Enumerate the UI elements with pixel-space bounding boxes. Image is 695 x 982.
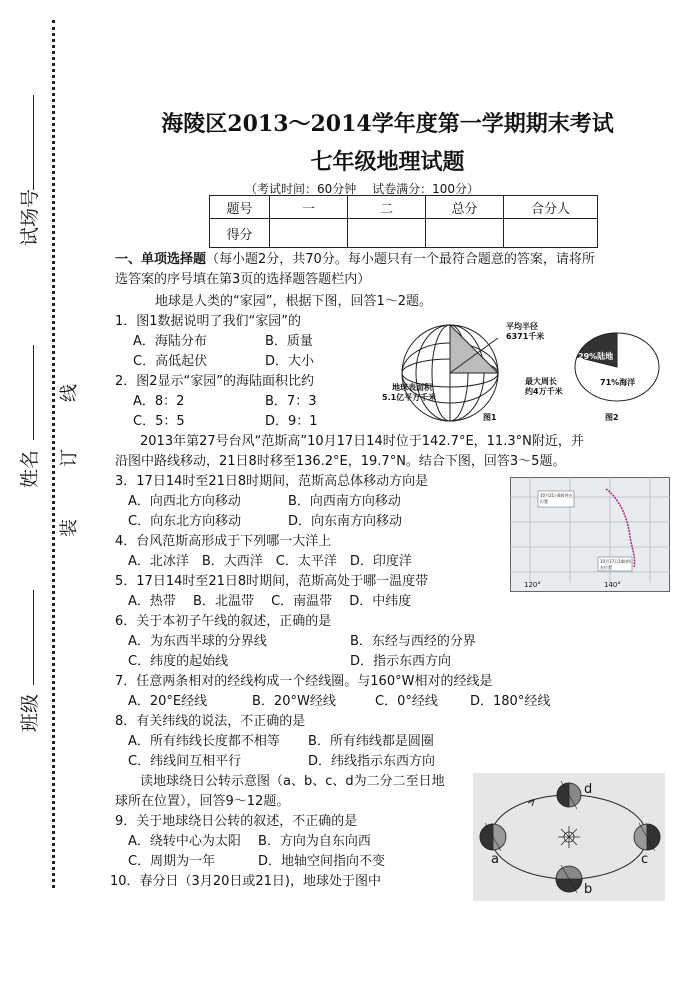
score-table bbox=[209, 195, 598, 248]
orbit-label-b: b bbox=[584, 882, 593, 897]
typhoon-track-map bbox=[510, 477, 670, 592]
section-note: （每小题2分，共70分。每小题只有一个最符合题意的答案，请将所 bbox=[206, 252, 595, 267]
q1-option-a[interactable]: A．海陆分布 bbox=[133, 334, 207, 349]
q5-stem: 5．17日14时至21日8时期间，范斯高处于哪一温度带 bbox=[115, 574, 429, 589]
q8-option-b[interactable]: B．所有纬线都是圆圈 bbox=[308, 734, 434, 749]
q7-option-a[interactable]: A．20°E经线 bbox=[128, 694, 208, 709]
q1-stem: 1．图1数据说明了我们“家园”的 bbox=[115, 314, 302, 329]
q1-option-c[interactable]: C．高低起伏 bbox=[133, 354, 208, 369]
score-row-label: 得分 bbox=[210, 219, 270, 248]
q2-option-b[interactable]: B．7：3 bbox=[265, 394, 317, 409]
fig2-label: 图2 bbox=[605, 413, 619, 422]
section-note-2: 选答案的序号填在第3页的选择题答题栏内） bbox=[115, 272, 371, 287]
class-blank bbox=[33, 590, 34, 685]
q6-option-d[interactable]: D．指示东西方向 bbox=[350, 654, 452, 669]
exam-info: （考试时间：60分钟 试卷满分：100分） bbox=[245, 182, 479, 196]
section-heading-line bbox=[115, 250, 595, 270]
typhoon-end-label: 10月21日8时所在位置 bbox=[540, 493, 573, 504]
q5-options[interactable]: A．热带 B．北温带 C．南温带 D．中纬度 bbox=[128, 594, 412, 609]
intro-q9-12-line2: 球所在位置），回答9～12题。 bbox=[115, 794, 290, 809]
orbit-label-c: c bbox=[641, 852, 649, 867]
score-table-row bbox=[210, 219, 598, 248]
fig1-radius-value: 6371千米 bbox=[506, 332, 545, 341]
sun-icon bbox=[558, 826, 580, 848]
q6-stem: 6．关于本初子午线的叙述，正确的是 bbox=[115, 614, 332, 629]
intro-q9-12-line1: 读地球绕日公转示意图（a、b、c、d为二分二至日地 bbox=[140, 774, 445, 789]
q10-stem: 10．春分日（3月20日或21日)，地球处于图中 bbox=[110, 874, 381, 889]
q3-option-c[interactable]: C．向东北方向移动 bbox=[128, 514, 242, 529]
q8-option-c[interactable]: C．纬线间互相平行 bbox=[128, 754, 242, 769]
intro-q3-5-line2: 沿图中路线移动，21日8时移至136.2°E，19.7°N。结合下图，回答3～5题。 bbox=[115, 454, 566, 469]
page-title: 海陵区2013～2014学年度第一学期期末考试 bbox=[161, 111, 614, 137]
page-subtitle: 七年级地理试题 bbox=[310, 149, 465, 175]
q3-option-a[interactable]: A．向西北方向移动 bbox=[128, 494, 241, 509]
figure-1-globe bbox=[380, 318, 575, 428]
q6-option-a[interactable]: A．为东西半球的分界线 bbox=[128, 634, 267, 649]
q3-option-b[interactable]: B．向西南方向移动 bbox=[288, 494, 401, 509]
score-cell[interactable] bbox=[504, 219, 598, 248]
fig2-ocean-label: 71%海洋 bbox=[600, 378, 636, 387]
score-header: 题号 bbox=[210, 196, 270, 219]
score-cell[interactable] bbox=[426, 219, 504, 248]
typhoon-lon-120: 120° bbox=[524, 581, 541, 589]
q8-stem: 8．有关纬线的说法，不正确的是 bbox=[115, 714, 306, 729]
fig1-radius-label: 平均半径 bbox=[506, 322, 538, 331]
q9-option-d[interactable]: D．地轴空间指向不变 bbox=[258, 854, 386, 869]
q2-option-d[interactable]: D．9：1 bbox=[265, 414, 318, 429]
q6-option-b[interactable]: B．东经与西经的分界 bbox=[350, 634, 476, 649]
q7-option-c[interactable]: C．0°经线 bbox=[375, 694, 438, 709]
q7-option-d[interactable]: D．180°经线 bbox=[470, 694, 551, 709]
intro-q3-5-line1: 2013年第27号台风“范斯高”10月17日14时位于142.7°E，11.3°N附近，并 bbox=[140, 434, 584, 449]
fig1-area-label: 地球表面积 bbox=[392, 383, 432, 392]
typhoon-lon-140: 140° bbox=[604, 581, 621, 589]
score-cell[interactable] bbox=[270, 219, 348, 248]
score-cell[interactable] bbox=[348, 219, 426, 248]
q6-option-c[interactable]: C．纬度的起始线 bbox=[128, 654, 229, 669]
class-label: 班级 bbox=[19, 693, 41, 732]
section-heading: 一、单项选择题 bbox=[115, 252, 207, 267]
name-blank bbox=[33, 345, 34, 440]
orbit-label-a: a bbox=[491, 852, 499, 867]
fig1-area-value: 5.1亿平方千米 bbox=[382, 393, 437, 402]
score-header: 二 bbox=[348, 196, 426, 219]
fig1-circ-label: 最大周长 bbox=[525, 377, 557, 386]
q9-option-c[interactable]: C．周期为一年 bbox=[128, 854, 216, 869]
intro-q1-2: 地球是人类的“家园”，根据下图，回答1～2题。 bbox=[155, 294, 433, 309]
seal-xian: 线 bbox=[59, 384, 80, 402]
score-table-header-row bbox=[210, 196, 598, 219]
q4-options[interactable]: A．北冰洋 B．大西洋 C．太平洋 D．印度洋 bbox=[128, 554, 412, 569]
q2-stem: 2．图2显示“家园”的海陆面积比约 bbox=[115, 374, 315, 389]
q8-option-d[interactable]: D．纬线指示东西方向 bbox=[308, 754, 436, 769]
score-header: 总分 bbox=[426, 196, 504, 219]
q4-stem: 4．台风范斯高形成于下列哪一大洋上 bbox=[115, 534, 332, 549]
q7-option-b[interactable]: B．20°W经线 bbox=[252, 694, 336, 709]
q3-option-d[interactable]: D．向东南方向移动 bbox=[288, 514, 403, 529]
fig1-label: 图1 bbox=[483, 413, 497, 422]
typhoon-start-label: 10月17日14时所在位置 bbox=[600, 559, 632, 570]
q7-stem: 7．任意两条相对的经线构成一个经线圈。与160°W相对的经线是 bbox=[115, 674, 493, 689]
seal-zhuang: 装 bbox=[59, 519, 80, 537]
score-header: 一 bbox=[270, 196, 348, 219]
figure-2-pie bbox=[572, 330, 662, 405]
q9-stem: 9．关于地球绕日公转的叙述，不正确的是 bbox=[115, 814, 358, 829]
q1-option-d[interactable]: D．大小 bbox=[265, 354, 315, 369]
q1-option-b[interactable]: B．质量 bbox=[265, 334, 313, 349]
q2-option-a[interactable]: A．8：2 bbox=[133, 394, 185, 409]
orbit-label-d: d bbox=[584, 782, 593, 797]
exam-room-label: 试场号 bbox=[19, 188, 41, 246]
q2-option-c[interactable]: C．5：5 bbox=[133, 414, 185, 429]
q8-option-a[interactable]: A．所有纬线长度都不相等 bbox=[128, 734, 280, 749]
earth-orbit-diagram bbox=[473, 773, 665, 901]
name-label: 姓名 bbox=[19, 449, 41, 488]
score-header: 合分人 bbox=[504, 196, 598, 219]
seal-ding: 订 bbox=[59, 449, 80, 467]
q3-stem: 3．17日14时至21日8时期间，范斯高总体移动方向是 bbox=[115, 474, 429, 489]
fig2-land-label: 29%陆地 bbox=[578, 352, 614, 361]
q9-option-a[interactable]: A．绕转中心为太阳 bbox=[128, 834, 241, 849]
q9-option-b[interactable]: B．方向为自东向西 bbox=[258, 834, 371, 849]
fig1-circ-value: 约4万千米 bbox=[525, 387, 563, 396]
exam-room-blank bbox=[33, 95, 34, 190]
